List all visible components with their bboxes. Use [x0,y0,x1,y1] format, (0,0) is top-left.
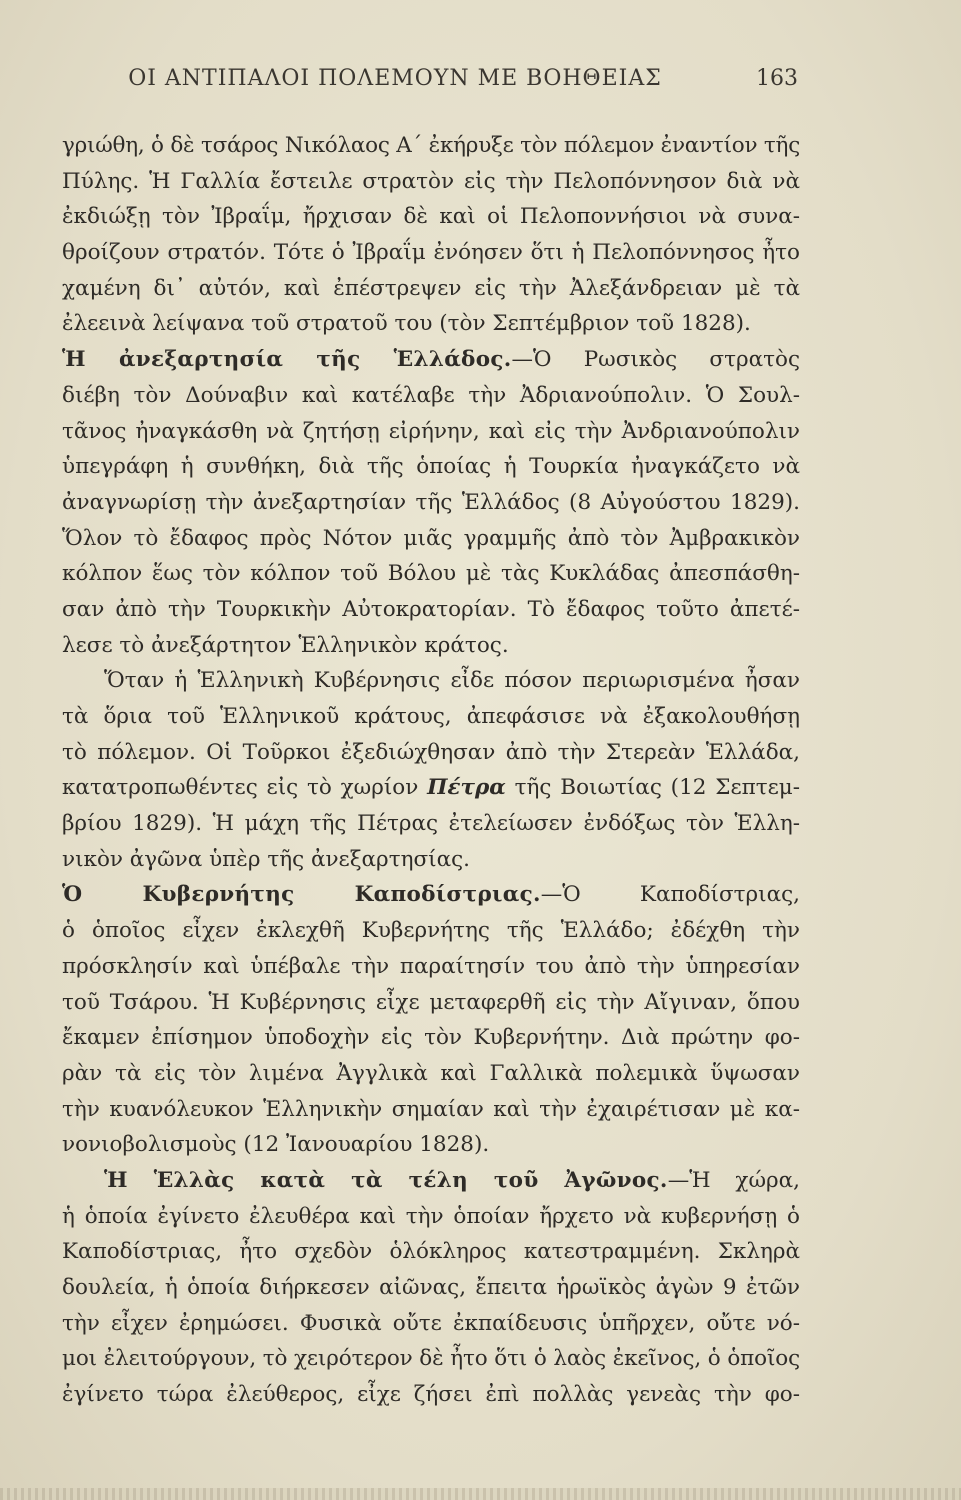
line-text: τῆς Βοιωτίας (12 Σεπτεμ- [505,775,800,801]
text-line [62,164,800,200]
text-line [62,306,800,342]
line-text: Καποδίστριας, ἦτο σχεδὸν ὁλόκληρος κατεστραμμένη. Σκληρὰ [62,1239,800,1265]
line-text: βρίου 1829). Ἡ μάχη τῆς Πέτρας ἐτελείωσεν ἐνδόξως τὸν Ἑλλη- [62,811,800,837]
line-text: τὴν εἶχεν ἐρημώσει. Φυσικὰ οὔτε ἐκπαίδευσις ὑπῆρχεν, οὔτε νό- [62,1310,800,1336]
emphasized-place-name: Πέτρα [427,775,506,801]
text-line [62,628,800,664]
line-text: —Ὁ Ρωσικὸς στρατὸς [511,347,801,373]
text-line [62,1092,800,1128]
text-line [62,1127,800,1163]
text-line [62,199,800,235]
line-text: ἐγίνετο τώρα ἐλεύθερος, εἶχε ζήσει ἐπὶ πολλὰς γενεὰς τὴν φο- [62,1382,800,1408]
text-line [62,485,800,521]
line-text: πρόσκλησίν καὶ ὑπέβαλε τὴν παραίτησίν του ἀπὸ τὴν ὑπηρεσίαν [62,953,800,979]
line-text: ἐκδιώξῃ τὸν Ἰβραΐμ, ἤρχισαν δὲ καὶ οἱ Πελοποννήσιοι νὰ συνα- [62,204,800,230]
body-text [62,128,800,1413]
line-text: μοι ἐλειτούργουν, τὸ χειρότερον δὲ ἦτο ὅτι ὁ λαὸς ἐκεῖνος, ὁ ὁποῖος [62,1346,800,1372]
line-text: Πύλης. Ἡ Γαλλία ἔστειλε στρατὸν εἰς τὴν Πελοπόννησον διὰ νὰ [62,168,800,194]
text-line [62,1020,800,1056]
line-text: χαμένη δι᾿ αὐτόν, καὶ ἐπέστρεψεν εἰς τὴν Ἀλεξάνδρειαν μὲ τὰ [62,275,800,301]
line-text: ἔκαμεν ἐπίσημον ὑποδοχὴν εἰς τὸν Κυβερνήτην. Διὰ πρώτην φο- [62,1025,800,1051]
text-line [62,985,800,1021]
line-text: γριώθη, ὁ δὲ τσάρος Νικόλαος Α΄ ἐκήρυξε τὸν πόλεμον ἐναντίον τῆς [62,133,800,158]
line-text: λεσε τὸ ἀνεξάρτητον Ἑλληνικὸν κράτος. [62,632,509,658]
section-heading: Ἡ Ἑλλὰς κατὰ τὰ τέλη τοῦ Ἀγῶνος. [104,1167,668,1193]
line-text: κόλπον ἕως τὸν κόλπον τοῦ Βόλου μὲ τὰς Κυκλάδας ἀπεσπάσθη- [62,561,800,587]
line-text: τὴν κυανόλευκον Ἑλληνικὴν σημαίαν καὶ τὴν ἐχαιρέτισαν μὲ κα- [62,1096,800,1122]
text-line [62,521,800,557]
line-text: θροίζουν στρατόν. Τότε ὁ Ἰβραΐμ ἐνόησεν ὅτι ἡ Πελοπόννησος ἦτο [62,240,800,266]
line-text: Ὅταν ἡ Ἑλληνικὴ Κυβέρνησις εἶδε πόσον περιωρισμένα ἦσαν [104,668,800,694]
text-line [62,128,800,164]
running-title: ΟΙ ΑΝΤΙΠΑΛΟΙ ΠΟΛΕΜΟΥΝ ΜΕ ΒΟΗΘΕΙΑΣ [128,66,662,91]
text-line [62,913,800,949]
text-line [62,1306,800,1342]
text-line [62,842,800,878]
line-text: τὰ ὅρια τοῦ Ἑλληνικοῦ κράτους, ἀπεφάσισε νὰ ἐξακολουθήσῃ [62,704,800,729]
line-text: —Ὁ Καποδίστριας, [540,882,800,908]
line-text: ρὰν τὰ εἰς τὸν λιμένα Ἀγγλικὰ καὶ Γαλλικὰ πολεμικὰ ὕψωσαν [62,1060,800,1086]
text-line [62,414,800,450]
text-line [62,877,800,913]
text-line [62,663,800,699]
line-text: σαν ἀπὸ τὴν Τουρκικὴν Αὐτοκρατορίαν. Τὸ ἔδαφος τοῦτο ἀπετέ- [62,596,800,622]
line-text: ἀναγνωρίσῃ τὴν ἀνεξαρτησίαν τῆς Ἑλλάδος (8 Αὐγούστου 1829). [62,489,800,515]
line-text: νικὸν ἀγῶνα ὑπὲρ τῆς ἀνεξαρτησίας. [62,846,470,872]
text-line [62,449,800,485]
text-line [62,699,800,735]
line-text: ὑπεγράφη ἡ συνθήκη, διὰ τῆς ὁποίας ἡ Τουρκία ἠναγκάζετο νὰ [62,454,800,480]
line-text: ἐλεεινὰ λείψανα τοῦ στρατοῦ του (τὸν Σεπτέμβριον τοῦ 1828). [62,311,751,337]
section-heading: Ὁ Κυβερνήτης Καποδίστριας. [62,882,541,908]
text-line [62,770,800,806]
line-text: —Ἡ χώρα, [667,1167,800,1193]
line-text: τοῦ Τσάρου. Ἡ Κυβέρνησις εἶχε μεταφερθῆ εἰς τὴν Αἴγιναν, ὅπου [62,989,800,1015]
line-text: τὸ πόλεμον. Οἱ Τοῦρκοι ἐξεδιώχθησαν ἀπὸ τὴν Στερεὰν Ἑλλάδα, [62,739,800,765]
page-bottom-edge [0,1488,961,1500]
text-line [62,592,800,628]
line-text: τᾶνος ἠναγκάσθη νὰ ζητήσῃ εἰρήνην, καὶ εἰς τὴν Ἀνδριανούπολιν [62,418,800,444]
text-line [62,1377,800,1413]
line-text: διέβη τὸν Δούναβιν καὶ κατέλαβε τὴν Ἀδριανούπολιν. Ὁ Σουλ- [62,382,800,408]
text-line [62,735,800,771]
page-header [0,66,961,100]
text-line [62,378,800,414]
line-text: Ὅλον τὸ ἔδαφος πρὸς Νότον μιᾶς γραμμῆς ἀπὸ τὸν Ἀμβρακικὸν [62,525,800,551]
line-text: νονιοβολισμοὺς (12 Ἰανουαρίου 1828). [62,1132,490,1158]
page-number: 163 [756,66,798,91]
text-line [62,235,800,271]
text-line [62,556,800,592]
text-line [62,1341,800,1377]
text-line [62,1056,800,1092]
text-line [62,1163,800,1199]
line-text-before: κατατροπωθέντες εἰς τὸ χωρίον [62,775,428,801]
section-heading: Ἡ ἀνεξαρτησία τῆς Ἑλλάδος. [62,347,512,373]
line-text: δουλεία, ἡ ὁποία διήρκεσεν αἰῶνας, ἔπειτα ἡρωϊκὸς ἀγὼν 9 ἐτῶν [62,1275,800,1300]
text-line [62,1270,800,1306]
text-line [62,271,800,307]
text-line [62,1199,800,1235]
line-text: ἡ ὁποία ἐγίνετο ἐλευθέρα καὶ τὴν ὁποίαν ἤρχετο νὰ κυβερνήσῃ ὁ [62,1203,800,1229]
text-line [62,949,800,985]
line-text: ὁ ὁποῖος εἶχεν ἐκλεχθῆ Κυβερνήτης τῆς Ἑλλάδο; ἐδέχθη τὴν [62,918,800,944]
text-line [62,806,800,842]
text-line [62,342,800,378]
text-line [62,1234,800,1270]
